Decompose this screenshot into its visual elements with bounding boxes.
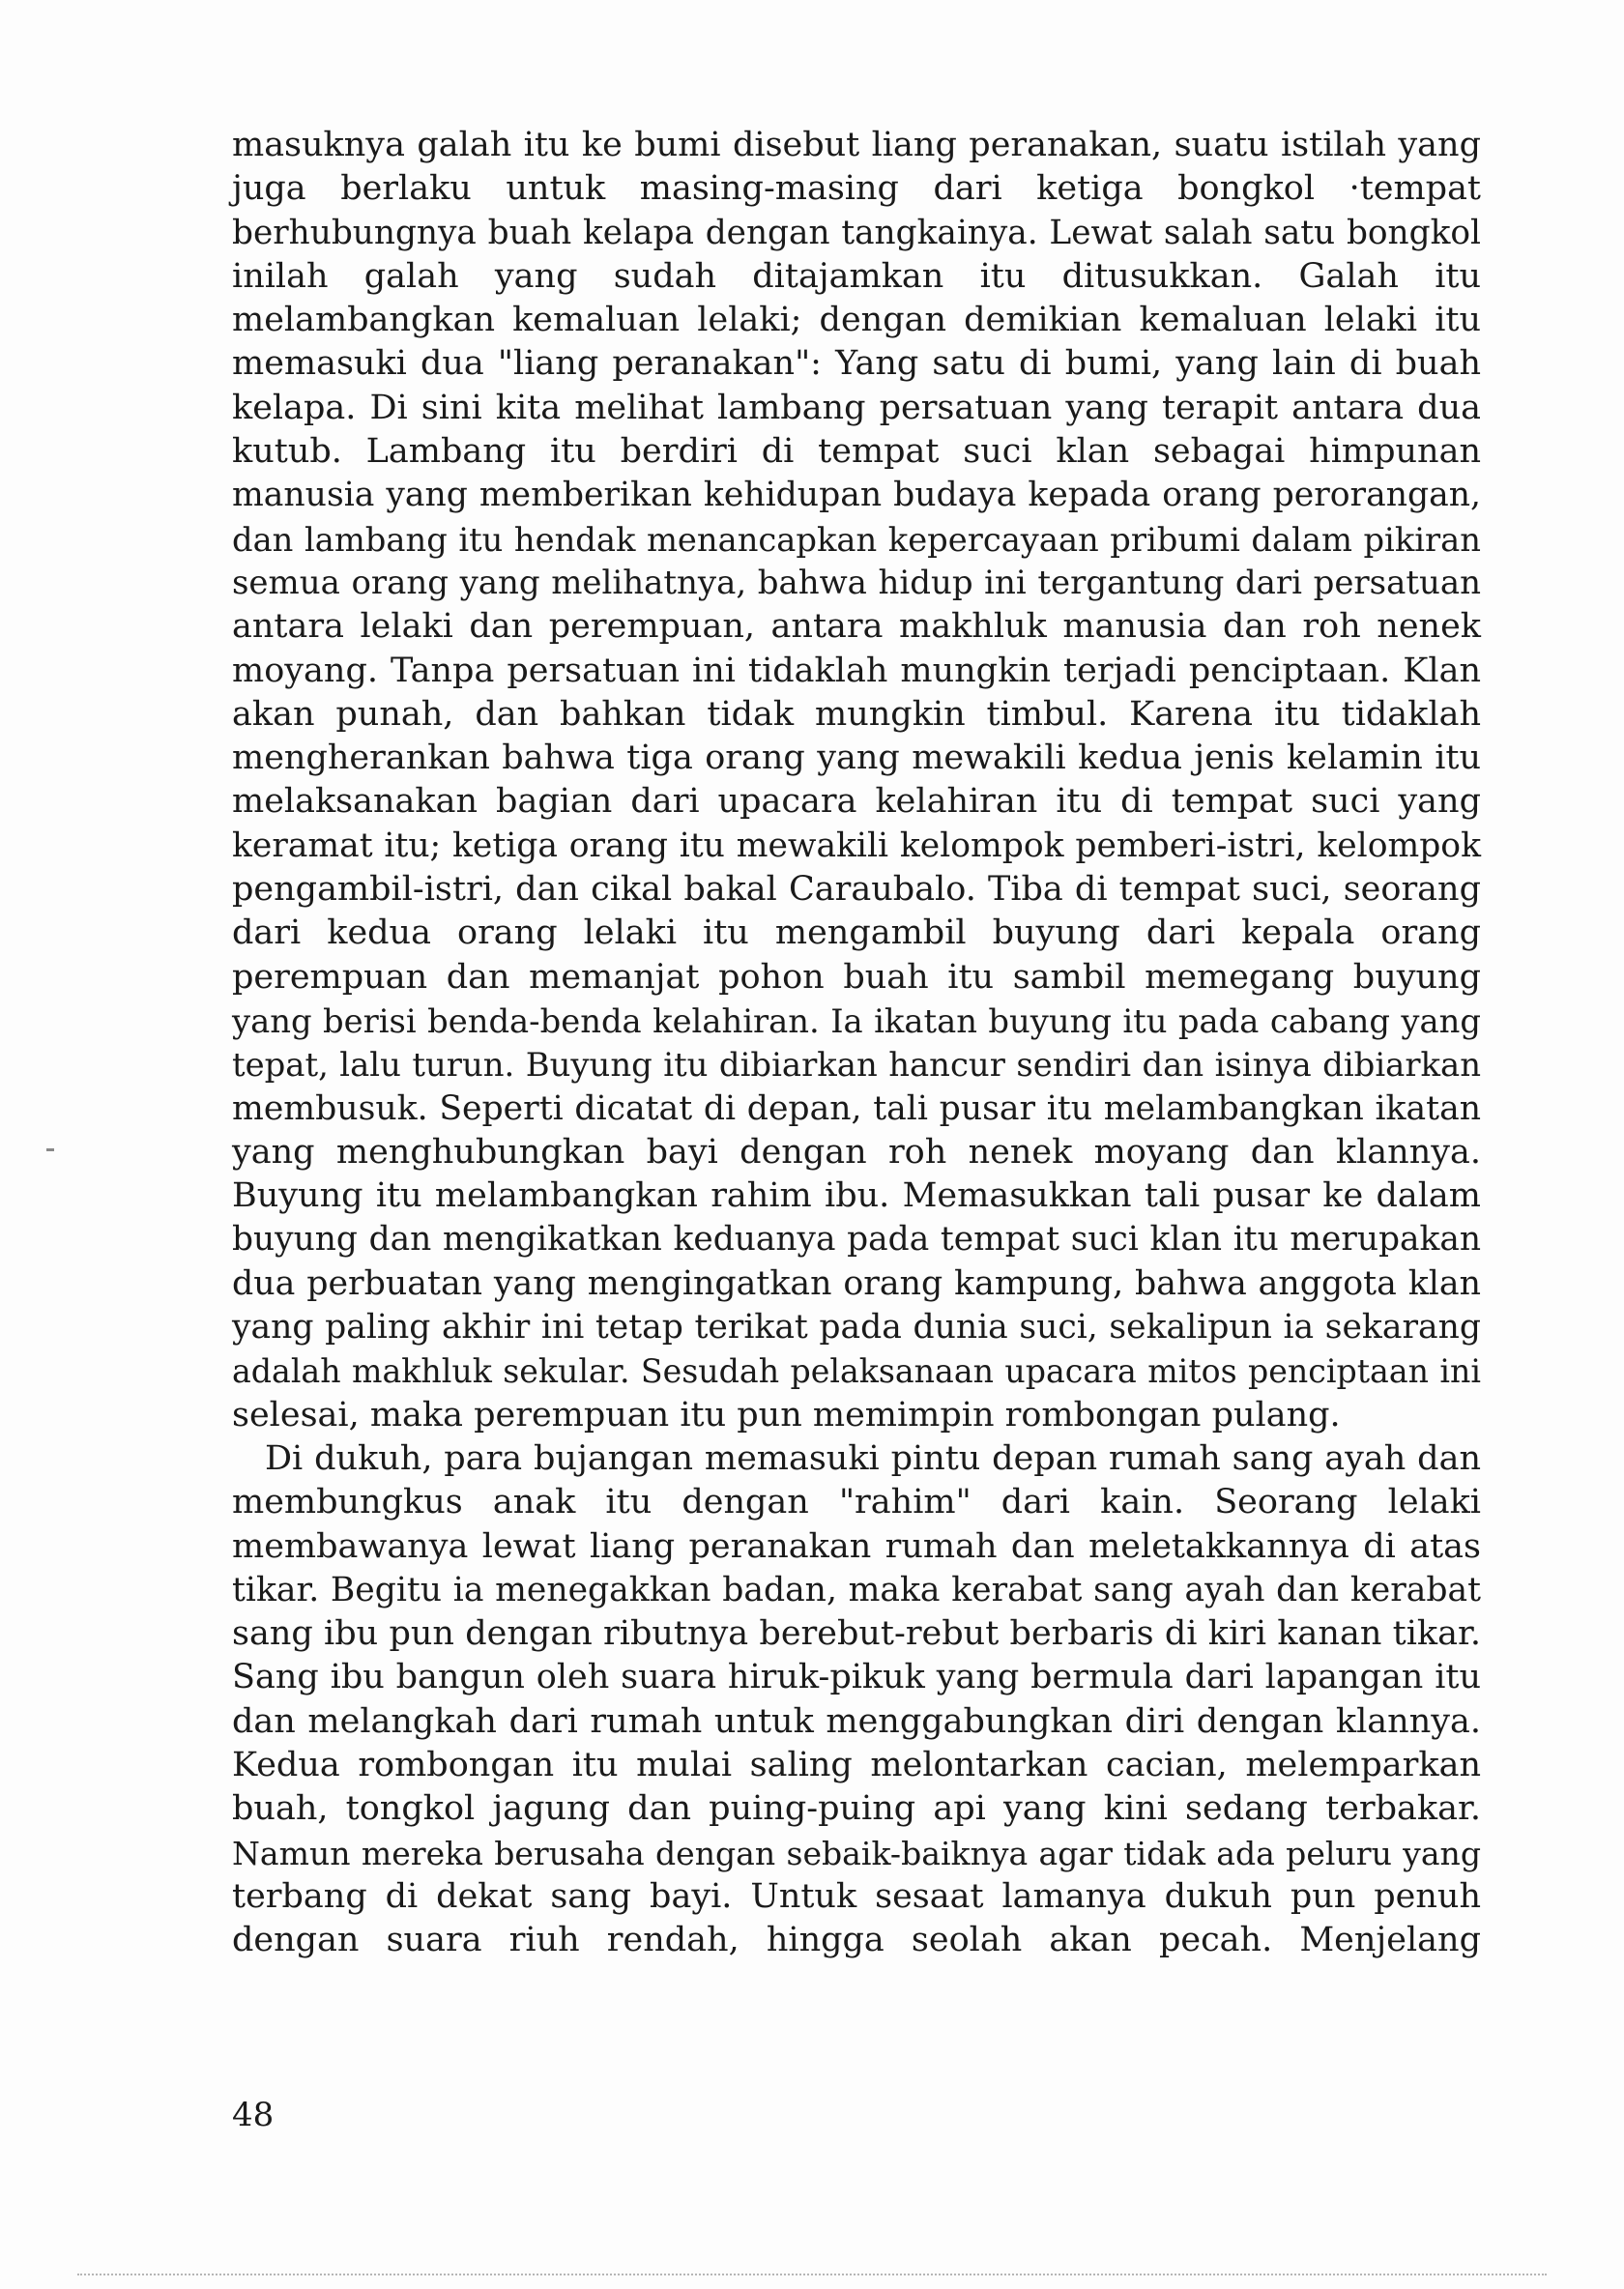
text-line: membawanya lewat liang peranakan rumah dan meletakkannya di atas bbox=[232, 1526, 1481, 1566]
text-line: perempuan dan memanjat pohon buah itu sambil memegang buyung bbox=[232, 957, 1481, 997]
text-line: dan lambang itu hendak menancapkan kepercayaan pribumi dalam pikiran bbox=[232, 520, 1481, 559]
text-line: Kedua rombongan itu mulai saling melontarkan cacian, melemparkan bbox=[232, 1745, 1481, 1784]
text-line: antara lelaki dan perempuan, antara makhluk manusia dan roh nenek bbox=[232, 607, 1481, 647]
text-line: Di dukuh, para bujangan memasuki pintu depan rumah sang ayah dan bbox=[265, 1438, 1481, 1478]
text-line: akan punah, dan bahkan tidak mungkin timbul. Karena itu tidaklah bbox=[232, 694, 1481, 734]
text-line: tikar. Begitu ia menegakkan badan, maka kerabat sang ayah dan kerabat bbox=[232, 1570, 1481, 1609]
text-line: Namun mereka berusaha dengan sebaik-baiknya agar tidak ada peluru yang bbox=[232, 1834, 1481, 1872]
text-line: yang menghubungkan bayi dengan roh nenek moyang dan klannya. bbox=[232, 1132, 1481, 1172]
text-line: membusuk. Seperti dicatat di depan, tali pusar itu melambangkan ikatan bbox=[232, 1088, 1481, 1128]
text-line: buah, tongkol jagung dan puing-puing api yang kini sedang terbakar. bbox=[232, 1789, 1481, 1829]
scan-artifact-mark bbox=[46, 1148, 54, 1151]
text-line: masuknya galah itu ke bumi disebut liang peranakan, suatu istilah yang bbox=[232, 126, 1481, 164]
text-line: dan melangkah dari rumah untuk menggabungkan diri dengan klannya. bbox=[232, 1701, 1481, 1741]
text-line: juga berlaku untuk masing-masing dari ketiga bongkol ·tempat bbox=[232, 169, 1481, 209]
text-line: selesai, maka perempuan itu pun memimpin rombongan pulang. bbox=[232, 1395, 1341, 1434]
text-line: melaksanakan bagian dari upacara kelahiran itu di tempat suci yang bbox=[232, 782, 1481, 822]
text-line: mengherankan bahwa tiga orang yang mewakili kedua jenis kelamin itu bbox=[232, 739, 1481, 778]
text-line: inilah galah yang sudah ditajamkan itu ditusukkan. Galah itu bbox=[232, 256, 1481, 296]
text-line: moyang. Tanpa persatuan ini tidaklah mungkin terjadi penciptaan. Klan bbox=[232, 651, 1481, 690]
text-line: yang paling akhir ini tetap terikat pada dunia suci, sekalipun ia sekarang bbox=[232, 1308, 1481, 1347]
text-line: buyung dan mengikatkan keduanya pada tempat suci klan itu merupakan bbox=[232, 1220, 1481, 1260]
scan-bottom-edge bbox=[77, 2274, 1547, 2275]
body-text bbox=[232, 124, 1481, 1962]
text-line: manusia yang memberikan kehidupan budaya kepada orang perorangan, bbox=[232, 476, 1481, 515]
text-line: tepat, lalu turun. Buyung itu dibiarkan hancur sendiri dan isinya dibiarkan bbox=[232, 1046, 1481, 1085]
text-line: dua perbuatan yang mengingatkan orang kampung, bahwa anggota klan bbox=[232, 1263, 1481, 1303]
text-line: adalah makhluk sekular. Sesudah pelaksanaan upacara mitos penciptaan ini bbox=[232, 1352, 1481, 1391]
text-line: kutub. Lambang itu berdiri di tempat suci klan sebagai himpunan bbox=[232, 432, 1481, 472]
text-line: keramat itu; ketiga orang itu mewakili kelompok pemberi-istri, kelompok bbox=[232, 826, 1481, 865]
text-line: berhubungnya buah kelapa dengan tangkainya. Lewat salah satu bongkol bbox=[232, 213, 1481, 252]
text-line: semua orang yang melihatnya, bahwa hidup ini tergantung dari persatuan bbox=[232, 563, 1481, 602]
text-line: dari kedua orang lelaki itu mengambil buyung dari kepala orang bbox=[232, 913, 1481, 953]
text-line: Sang ibu bangun oleh suara hiruk-pikuk yang bermula dari lapangan itu bbox=[232, 1658, 1481, 1697]
page-number: 48 bbox=[232, 2096, 275, 2134]
text-line: kelapa. Di sini kita melihat lambang persatuan yang terapit antara dua bbox=[232, 388, 1481, 427]
text-line: membungkus anak itu dengan "rahim" dari kain. Seorang lelaki bbox=[232, 1483, 1481, 1522]
text-line: Buyung itu melambangkan rahim ibu. Memasukkan tali pusar ke dalam bbox=[232, 1176, 1481, 1216]
text-line: memasuki dua "liang peranakan": Yang satu di bumi, yang lain di buah bbox=[232, 344, 1481, 384]
text-line: pengambil-istri, dan cikal bakal Caraubalo. Tiba di tempat suci, seorang bbox=[232, 870, 1481, 910]
text-line: yang berisi benda-benda kelahiran. Ia ikatan buyung itu pada cabang yang bbox=[232, 1001, 1481, 1040]
text-line: terbang di dekat sang bayi. Untuk sesaat lamanya dukuh pun penuh bbox=[232, 1876, 1481, 1916]
text-line: sang ibu pun dengan ributnya berebut-rebut berbaris di kiri kanan tikar. bbox=[232, 1614, 1481, 1654]
text-line: melambangkan kemaluan lelaki; dengan demikian kemaluan lelaki itu bbox=[232, 301, 1481, 340]
text-line: dengan suara riuh rendah, hingga seolah akan pecah. Menjelang bbox=[232, 1921, 1481, 1960]
